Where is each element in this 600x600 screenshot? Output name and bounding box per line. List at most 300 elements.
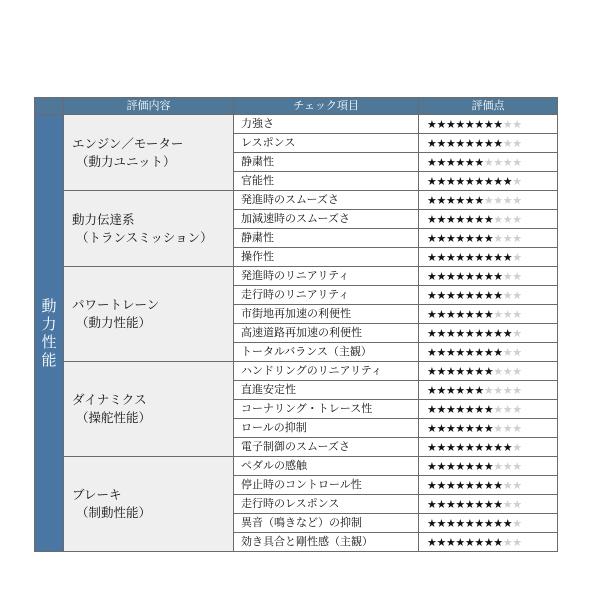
star-empty-icon: ★ bbox=[512, 308, 522, 321]
star-filled-icon: ★ bbox=[445, 213, 456, 226]
check-item: コーナリング・トレース性 bbox=[234, 400, 419, 419]
star-empty-icon: ★ bbox=[512, 498, 522, 511]
star-filled-icon: ★ bbox=[474, 213, 484, 226]
star-filled-icon: ★ bbox=[427, 479, 437, 492]
star-filled-icon: ★ bbox=[436, 479, 446, 492]
table-row bbox=[35, 457, 558, 476]
star-filled-icon: ★ bbox=[493, 498, 503, 511]
star-filled-icon: ★ bbox=[474, 175, 484, 188]
star-filled-icon: ★ bbox=[455, 232, 465, 245]
star-filled-icon: ★ bbox=[474, 289, 484, 302]
check-item: 市街地再加速の利便性 bbox=[234, 305, 419, 324]
star-rating bbox=[427, 117, 522, 133]
star-filled-icon: ★ bbox=[483, 175, 494, 188]
check-item: 停止時のコントロール性 bbox=[234, 476, 419, 495]
star-empty-icon: ★ bbox=[512, 175, 522, 188]
star-empty-icon: ★ bbox=[512, 384, 522, 397]
category-subtitle: （動力性能） bbox=[76, 315, 152, 330]
rating-cell bbox=[419, 381, 558, 400]
star-filled-icon: ★ bbox=[464, 346, 475, 359]
category-subtitle: （トランスミッション） bbox=[76, 229, 213, 245]
star-filled-icon: ★ bbox=[427, 346, 437, 359]
star-filled-icon: ★ bbox=[474, 422, 484, 435]
star-filled-icon: ★ bbox=[445, 308, 456, 321]
rating-cell bbox=[419, 476, 558, 495]
star-empty-icon: ★ bbox=[493, 384, 503, 397]
rating-cell bbox=[419, 191, 558, 210]
star-empty-icon: ★ bbox=[493, 365, 503, 378]
category-subtitle: （動力ユニット） bbox=[76, 153, 176, 169]
star-filled-icon: ★ bbox=[445, 365, 456, 378]
star-filled-icon: ★ bbox=[483, 232, 494, 245]
star-filled-icon: ★ bbox=[464, 175, 475, 188]
star-filled-icon: ★ bbox=[427, 194, 437, 207]
star-filled-icon: ★ bbox=[445, 327, 456, 340]
star-filled-icon: ★ bbox=[455, 403, 465, 416]
star-filled-icon: ★ bbox=[455, 441, 465, 454]
star-filled-icon: ★ bbox=[445, 536, 456, 549]
check-item: 発進時のリニアリティ bbox=[234, 267, 419, 286]
star-filled-icon: ★ bbox=[427, 403, 437, 416]
category-name: ダイナミクス bbox=[72, 392, 147, 407]
star-filled-icon: ★ bbox=[464, 327, 475, 340]
star-filled-icon: ★ bbox=[427, 460, 437, 473]
star-empty-icon: ★ bbox=[502, 118, 513, 131]
table-row bbox=[35, 191, 558, 210]
star-filled-icon: ★ bbox=[464, 536, 475, 549]
star-filled-icon: ★ bbox=[436, 213, 446, 226]
star-empty-icon: ★ bbox=[512, 460, 522, 473]
table-body bbox=[35, 115, 558, 552]
star-filled-icon: ★ bbox=[455, 270, 465, 283]
star-filled-icon: ★ bbox=[502, 251, 513, 264]
star-filled-icon: ★ bbox=[493, 251, 503, 264]
star-filled-icon: ★ bbox=[427, 137, 437, 150]
rating-cell bbox=[419, 134, 558, 153]
check-item: 官能性 bbox=[234, 172, 419, 191]
star-empty-icon: ★ bbox=[493, 232, 503, 245]
check-item: 走行時のリニアリティ bbox=[234, 286, 419, 305]
star-filled-icon: ★ bbox=[474, 156, 484, 169]
star-filled-icon: ★ bbox=[464, 460, 475, 473]
star-rating bbox=[427, 155, 522, 171]
rating-cell bbox=[419, 514, 558, 533]
star-rating bbox=[427, 136, 522, 152]
check-item: 直進安定性 bbox=[234, 381, 419, 400]
star-filled-icon: ★ bbox=[436, 422, 446, 435]
star-filled-icon: ★ bbox=[445, 460, 456, 473]
category-subtitle: （操舵性能） bbox=[76, 410, 152, 425]
star-filled-icon: ★ bbox=[436, 194, 446, 207]
star-empty-icon: ★ bbox=[483, 384, 494, 397]
rating-cell bbox=[419, 419, 558, 438]
star-filled-icon: ★ bbox=[455, 327, 465, 340]
rating-cell bbox=[419, 400, 558, 419]
star-empty-icon: ★ bbox=[512, 365, 522, 378]
star-empty-icon: ★ bbox=[502, 403, 513, 416]
check-item: ハンドリングのリニアリティ bbox=[234, 362, 419, 381]
star-filled-icon: ★ bbox=[436, 498, 446, 511]
star-filled-icon: ★ bbox=[427, 536, 437, 549]
star-empty-icon: ★ bbox=[512, 327, 522, 340]
star-filled-icon: ★ bbox=[427, 441, 437, 454]
star-filled-icon: ★ bbox=[455, 517, 465, 530]
star-empty-icon: ★ bbox=[512, 517, 522, 530]
category-cell bbox=[64, 267, 234, 362]
check-item: 操作性 bbox=[234, 248, 419, 267]
rating-cell bbox=[419, 305, 558, 324]
star-rating bbox=[427, 516, 522, 532]
star-filled-icon: ★ bbox=[464, 308, 475, 321]
star-filled-icon: ★ bbox=[455, 194, 465, 207]
star-empty-icon: ★ bbox=[502, 308, 513, 321]
star-empty-icon: ★ bbox=[512, 251, 522, 264]
star-filled-icon: ★ bbox=[436, 346, 446, 359]
star-filled-icon: ★ bbox=[455, 460, 465, 473]
star-filled-icon: ★ bbox=[436, 137, 446, 150]
star-filled-icon: ★ bbox=[483, 422, 494, 435]
star-rating bbox=[427, 250, 522, 266]
category-subtitle: （制動性能） bbox=[76, 505, 152, 520]
star-empty-icon: ★ bbox=[493, 194, 503, 207]
star-filled-icon: ★ bbox=[436, 270, 446, 283]
star-filled-icon: ★ bbox=[483, 327, 494, 340]
star-filled-icon: ★ bbox=[464, 498, 475, 511]
star-filled-icon: ★ bbox=[445, 232, 456, 245]
star-empty-icon: ★ bbox=[493, 460, 503, 473]
star-filled-icon: ★ bbox=[483, 289, 494, 302]
star-empty-icon: ★ bbox=[512, 137, 522, 150]
category-cell bbox=[64, 457, 234, 552]
star-empty-icon: ★ bbox=[502, 498, 513, 511]
star-rating bbox=[427, 535, 522, 551]
star-filled-icon: ★ bbox=[427, 270, 437, 283]
star-filled-icon: ★ bbox=[493, 175, 503, 188]
star-filled-icon: ★ bbox=[445, 498, 456, 511]
rating-cell bbox=[419, 172, 558, 191]
star-filled-icon: ★ bbox=[493, 137, 503, 150]
star-filled-icon: ★ bbox=[445, 194, 456, 207]
star-filled-icon: ★ bbox=[436, 365, 446, 378]
star-rating bbox=[427, 231, 522, 247]
star-empty-icon: ★ bbox=[502, 156, 513, 169]
star-filled-icon: ★ bbox=[483, 517, 494, 530]
star-empty-icon: ★ bbox=[512, 194, 522, 207]
star-empty-icon: ★ bbox=[512, 213, 522, 226]
star-empty-icon: ★ bbox=[512, 232, 522, 245]
rating-cell bbox=[419, 153, 558, 172]
star-filled-icon: ★ bbox=[445, 156, 456, 169]
star-filled-icon: ★ bbox=[474, 232, 484, 245]
star-filled-icon: ★ bbox=[493, 327, 503, 340]
star-filled-icon: ★ bbox=[483, 137, 494, 150]
star-filled-icon: ★ bbox=[474, 517, 484, 530]
rating-cell bbox=[419, 248, 558, 267]
star-filled-icon: ★ bbox=[436, 441, 446, 454]
star-empty-icon: ★ bbox=[483, 156, 494, 169]
rating-cell bbox=[419, 286, 558, 305]
check-item: 異音（鳴きなど）の抑制 bbox=[234, 514, 419, 533]
star-filled-icon: ★ bbox=[427, 251, 437, 264]
check-item: 効き具合と剛性感（主観） bbox=[234, 533, 419, 552]
star-filled-icon: ★ bbox=[436, 327, 446, 340]
star-filled-icon: ★ bbox=[464, 251, 475, 264]
header-blank-cell bbox=[35, 98, 64, 115]
star-filled-icon: ★ bbox=[427, 213, 437, 226]
category-name: 動力伝達系 bbox=[72, 211, 135, 227]
star-empty-icon: ★ bbox=[502, 232, 513, 245]
star-filled-icon: ★ bbox=[427, 175, 437, 188]
star-empty-icon: ★ bbox=[502, 346, 513, 359]
star-filled-icon: ★ bbox=[474, 308, 484, 321]
star-filled-icon: ★ bbox=[502, 441, 513, 454]
rating-cell bbox=[419, 324, 558, 343]
star-filled-icon: ★ bbox=[493, 289, 503, 302]
star-filled-icon: ★ bbox=[455, 422, 465, 435]
star-rating bbox=[427, 478, 522, 494]
header-check-item: チェック項目 bbox=[234, 98, 419, 115]
star-filled-icon: ★ bbox=[445, 118, 456, 131]
rating-cell bbox=[419, 495, 558, 514]
star-filled-icon: ★ bbox=[464, 213, 475, 226]
star-empty-icon: ★ bbox=[512, 479, 522, 492]
rating-cell bbox=[419, 533, 558, 552]
main-category-label: 動力性能 bbox=[41, 297, 57, 369]
star-filled-icon: ★ bbox=[464, 156, 475, 169]
star-filled-icon: ★ bbox=[436, 460, 446, 473]
star-filled-icon: ★ bbox=[445, 346, 456, 359]
star-rating bbox=[427, 193, 522, 209]
star-rating bbox=[427, 383, 522, 399]
star-filled-icon: ★ bbox=[483, 213, 494, 226]
star-filled-icon: ★ bbox=[474, 118, 484, 131]
star-filled-icon: ★ bbox=[493, 536, 503, 549]
rating-cell bbox=[419, 343, 558, 362]
category-cell bbox=[64, 362, 234, 457]
star-empty-icon: ★ bbox=[502, 479, 513, 492]
star-filled-icon: ★ bbox=[427, 232, 437, 245]
star-filled-icon: ★ bbox=[474, 441, 484, 454]
rating-cell bbox=[419, 210, 558, 229]
star-filled-icon: ★ bbox=[493, 118, 503, 131]
star-empty-icon: ★ bbox=[512, 346, 522, 359]
check-item: 加減速時のスムーズさ bbox=[234, 210, 419, 229]
check-item: 静粛性 bbox=[234, 229, 419, 248]
star-filled-icon: ★ bbox=[436, 118, 446, 131]
star-empty-icon: ★ bbox=[512, 156, 522, 169]
rating-cell bbox=[419, 457, 558, 476]
star-empty-icon: ★ bbox=[493, 403, 503, 416]
star-filled-icon: ★ bbox=[427, 118, 437, 131]
star-empty-icon: ★ bbox=[502, 213, 513, 226]
table-row bbox=[35, 267, 558, 286]
star-empty-icon: ★ bbox=[512, 403, 522, 416]
star-filled-icon: ★ bbox=[445, 175, 456, 188]
star-empty-icon: ★ bbox=[502, 194, 513, 207]
star-filled-icon: ★ bbox=[474, 384, 484, 397]
star-filled-icon: ★ bbox=[445, 517, 456, 530]
star-rating bbox=[427, 440, 522, 456]
star-filled-icon: ★ bbox=[427, 422, 437, 435]
star-filled-icon: ★ bbox=[464, 384, 475, 397]
star-filled-icon: ★ bbox=[493, 346, 503, 359]
star-filled-icon: ★ bbox=[445, 403, 456, 416]
star-rating bbox=[427, 269, 522, 285]
rating-cell bbox=[419, 229, 558, 248]
star-filled-icon: ★ bbox=[436, 517, 446, 530]
header-category: 評価内容 bbox=[64, 98, 234, 115]
star-filled-icon: ★ bbox=[455, 498, 465, 511]
star-filled-icon: ★ bbox=[436, 289, 446, 302]
star-filled-icon: ★ bbox=[445, 384, 456, 397]
star-rating bbox=[427, 364, 522, 380]
main-category-cell bbox=[35, 115, 64, 552]
star-rating bbox=[427, 497, 522, 513]
star-filled-icon: ★ bbox=[464, 289, 475, 302]
rating-cell bbox=[419, 267, 558, 286]
star-filled-icon: ★ bbox=[464, 194, 475, 207]
header-score: 評価点 bbox=[419, 98, 558, 115]
star-filled-icon: ★ bbox=[502, 517, 513, 530]
star-filled-icon: ★ bbox=[464, 232, 475, 245]
star-empty-icon: ★ bbox=[483, 194, 494, 207]
star-rating bbox=[427, 212, 522, 228]
star-empty-icon: ★ bbox=[502, 460, 513, 473]
star-filled-icon: ★ bbox=[464, 118, 475, 131]
star-empty-icon: ★ bbox=[502, 384, 513, 397]
star-filled-icon: ★ bbox=[455, 346, 465, 359]
star-filled-icon: ★ bbox=[464, 422, 475, 435]
star-filled-icon: ★ bbox=[445, 441, 456, 454]
star-filled-icon: ★ bbox=[474, 460, 484, 473]
star-filled-icon: ★ bbox=[474, 536, 484, 549]
star-filled-icon: ★ bbox=[474, 137, 484, 150]
star-filled-icon: ★ bbox=[427, 498, 437, 511]
star-filled-icon: ★ bbox=[436, 384, 446, 397]
evaluation-table bbox=[34, 97, 558, 552]
star-filled-icon: ★ bbox=[493, 479, 503, 492]
star-empty-icon: ★ bbox=[502, 270, 513, 283]
star-filled-icon: ★ bbox=[483, 536, 494, 549]
check-item: 電子制御のスムーズさ bbox=[234, 438, 419, 457]
star-filled-icon: ★ bbox=[445, 422, 456, 435]
star-filled-icon: ★ bbox=[464, 270, 475, 283]
star-filled-icon: ★ bbox=[483, 308, 494, 321]
star-empty-icon: ★ bbox=[512, 289, 522, 302]
star-filled-icon: ★ bbox=[455, 156, 465, 169]
star-filled-icon: ★ bbox=[455, 251, 465, 264]
table-row bbox=[35, 362, 558, 381]
check-item: 力強さ bbox=[234, 115, 419, 134]
star-filled-icon: ★ bbox=[464, 365, 475, 378]
star-empty-icon: ★ bbox=[512, 441, 522, 454]
category-name: ブレーキ bbox=[72, 487, 122, 502]
star-rating bbox=[427, 345, 522, 361]
star-rating bbox=[427, 402, 522, 418]
star-filled-icon: ★ bbox=[474, 194, 484, 207]
star-filled-icon: ★ bbox=[427, 289, 437, 302]
star-filled-icon: ★ bbox=[483, 118, 494, 131]
star-empty-icon: ★ bbox=[502, 422, 513, 435]
star-filled-icon: ★ bbox=[474, 498, 484, 511]
star-filled-icon: ★ bbox=[455, 213, 465, 226]
star-empty-icon: ★ bbox=[502, 536, 513, 549]
star-filled-icon: ★ bbox=[483, 479, 494, 492]
star-filled-icon: ★ bbox=[436, 232, 446, 245]
star-filled-icon: ★ bbox=[445, 137, 456, 150]
star-rating bbox=[427, 288, 522, 304]
star-filled-icon: ★ bbox=[483, 403, 494, 416]
check-item: ペダルの感触 bbox=[234, 457, 419, 476]
star-filled-icon: ★ bbox=[474, 365, 484, 378]
check-item: レスポンス bbox=[234, 134, 419, 153]
check-item: 走行時のレスポンス bbox=[234, 495, 419, 514]
star-filled-icon: ★ bbox=[474, 327, 484, 340]
check-item: トータルバランス（主観） bbox=[234, 343, 419, 362]
star-filled-icon: ★ bbox=[436, 156, 446, 169]
star-empty-icon: ★ bbox=[512, 118, 522, 131]
star-filled-icon: ★ bbox=[455, 175, 465, 188]
star-filled-icon: ★ bbox=[427, 517, 437, 530]
star-empty-icon: ★ bbox=[493, 308, 503, 321]
star-filled-icon: ★ bbox=[502, 175, 513, 188]
star-filled-icon: ★ bbox=[493, 270, 503, 283]
rating-cell bbox=[419, 115, 558, 134]
star-empty-icon: ★ bbox=[512, 422, 522, 435]
rating-cell bbox=[419, 362, 558, 381]
star-filled-icon: ★ bbox=[436, 308, 446, 321]
star-filled-icon: ★ bbox=[483, 498, 494, 511]
star-filled-icon: ★ bbox=[427, 384, 437, 397]
header-row bbox=[35, 98, 558, 115]
star-filled-icon: ★ bbox=[445, 251, 456, 264]
star-filled-icon: ★ bbox=[436, 175, 446, 188]
star-empty-icon: ★ bbox=[493, 213, 503, 226]
star-empty-icon: ★ bbox=[502, 137, 513, 150]
star-filled-icon: ★ bbox=[427, 156, 437, 169]
category-name: パワートレーン bbox=[72, 297, 160, 312]
star-filled-icon: ★ bbox=[455, 308, 465, 321]
star-filled-icon: ★ bbox=[445, 479, 456, 492]
star-empty-icon: ★ bbox=[502, 365, 513, 378]
star-empty-icon: ★ bbox=[493, 156, 503, 169]
star-rating bbox=[427, 307, 522, 323]
table-row bbox=[35, 115, 558, 134]
star-filled-icon: ★ bbox=[464, 441, 475, 454]
star-filled-icon: ★ bbox=[483, 460, 494, 473]
star-filled-icon: ★ bbox=[483, 270, 494, 283]
star-filled-icon: ★ bbox=[483, 251, 494, 264]
check-item: 高速道路再加速の利便性 bbox=[234, 324, 419, 343]
star-filled-icon: ★ bbox=[455, 479, 465, 492]
star-filled-icon: ★ bbox=[493, 517, 503, 530]
check-item: 発進時のスムーズさ bbox=[234, 191, 419, 210]
star-filled-icon: ★ bbox=[427, 365, 437, 378]
star-filled-icon: ★ bbox=[436, 251, 446, 264]
star-filled-icon: ★ bbox=[464, 137, 475, 150]
star-filled-icon: ★ bbox=[474, 479, 484, 492]
check-item: ロールの抑制 bbox=[234, 419, 419, 438]
star-filled-icon: ★ bbox=[464, 517, 475, 530]
star-empty-icon: ★ bbox=[512, 270, 522, 283]
star-rating bbox=[427, 421, 522, 437]
star-filled-icon: ★ bbox=[427, 327, 437, 340]
star-filled-icon: ★ bbox=[455, 137, 465, 150]
star-filled-icon: ★ bbox=[464, 403, 475, 416]
star-filled-icon: ★ bbox=[455, 289, 465, 302]
star-rating bbox=[427, 459, 522, 475]
star-rating bbox=[427, 326, 522, 342]
